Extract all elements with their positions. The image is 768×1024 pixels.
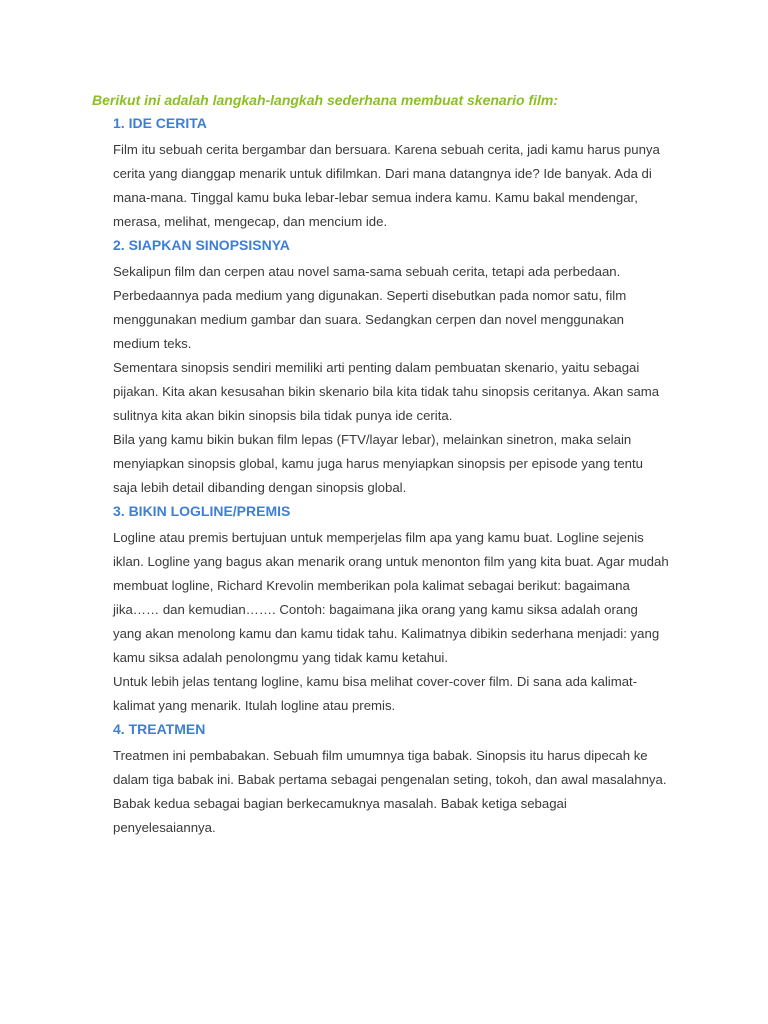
text-line: Untuk lebih jelas tentang logline, kamu bisa melihat cover-cover film. Di sana ada kalimat- (113, 674, 638, 689)
text-line: kalimat yang menarik. Itulah logline atau premis. (113, 698, 396, 713)
section-ide-cerita (113, 114, 673, 234)
text-line: kamu siksa adalah penolongmu yang tidak kamu ketahui. (113, 650, 449, 665)
section-siapkan-sinopsis (113, 236, 673, 500)
text-line: Film itu sebuah cerita bergambar dan bersuara. Karena sebuah cerita, jadi kamu harus punya (113, 142, 660, 157)
text-line: Perbedaannya pada medium yang digunakan. Seperti disebutkan pada nomor satu, film (113, 288, 627, 303)
text-line: merasa, melihat, mengecap, dan mencium ide. (113, 214, 388, 229)
text-line: menggunakan medium gambar dan suara. Sedangkan cerpen dan novel menggunakan (113, 312, 625, 327)
text-line: Logline atau premis bertujuan untuk memperjelas film apa yang kamu buat. Logline sejenis (113, 530, 644, 545)
text-line: Treatmen ini pembabakan. Sebuah film umumnya tiga babak. Sinopsis itu harus dipecah ke (113, 748, 648, 763)
text-line: membuat logline, Richard Krevolin memberikan pola kalimat sebagai berikut: bagaimana (113, 578, 630, 593)
text-line: sulitnya kita akan bikin sinopsis bila tidak punya ide cerita. (113, 408, 453, 423)
text-line: mana-mana. Tinggal kamu buka lebar-lebar semua indera kamu. Kamu bakal mendengar, (113, 190, 638, 205)
section-heading: 3. BIKIN LOGLINE/PREMIS (113, 503, 291, 519)
section-heading: 4. TREATMEN (113, 721, 206, 737)
text-line: jika…… dan kemudian……. Contoh: bagaimana jika orang yang kamu siksa adalah orang (113, 602, 638, 617)
section-body (113, 138, 673, 234)
text-line: Sekalipun film dan cerpen atau novel sama-sama sebuah cerita, tetapi ada perbedaan. (113, 264, 621, 279)
section-heading: 1. IDE CERITA (113, 115, 207, 131)
section-body (113, 744, 673, 840)
text-line: menyiapkan sinopsis global, kamu juga harus menyiapkan sinopsis per episode yang tentu (113, 456, 644, 471)
document-content (113, 114, 673, 840)
text-line: Bila yang kamu bikin bukan film lepas (FTV/layar lebar), melainkan sinetron, maka selain (113, 432, 632, 447)
section-heading: 2. SIAPKAN SINOPSISNYA (113, 237, 290, 253)
section-bikin-logline (113, 502, 673, 718)
section-treatmen (113, 720, 673, 840)
text-line: iklan. Logline yang bagus akan menarik orang untuk menonton film yang kita buat. Agar mudah (113, 554, 669, 569)
text-line: dalam tiga babak ini. Babak pertama sebagai pengenalan seting, tokoh, dan awal masalahnya. (113, 772, 667, 787)
text-line: medium teks. (113, 336, 192, 351)
section-body (113, 260, 673, 500)
section-body (113, 526, 673, 718)
text-line: saja lebih detail dibanding dengan sinopsis global. (113, 480, 407, 495)
text-line: yang akan menolong kamu dan kamu tidak tahu. Kalimatnya dibikin sederhana menjadi: yang (113, 626, 660, 641)
text-line: pijakan. Kita akan kesusahan bikin skenario bila kita tidak tahu sinopsis ceritanya. Akan sama (113, 384, 660, 399)
text-line: Sementara sinopsis sendiri memiliki arti penting dalam pembuatan skenario, yaitu sebagai (113, 360, 640, 375)
text-line: penyelesaiannya. (113, 820, 216, 835)
text-line: cerita yang dianggap menarik untuk difilmkan. Dari mana datangnya ide? Ide banyak. Ada di (113, 166, 652, 181)
text-line: Babak kedua sebagai bagian berkecamuknya masalah. Babak ketiga sebagai (113, 796, 567, 811)
intro-text: Berikut ini adalah langkah-langkah sederhana membuat skenario film: (92, 92, 559, 108)
